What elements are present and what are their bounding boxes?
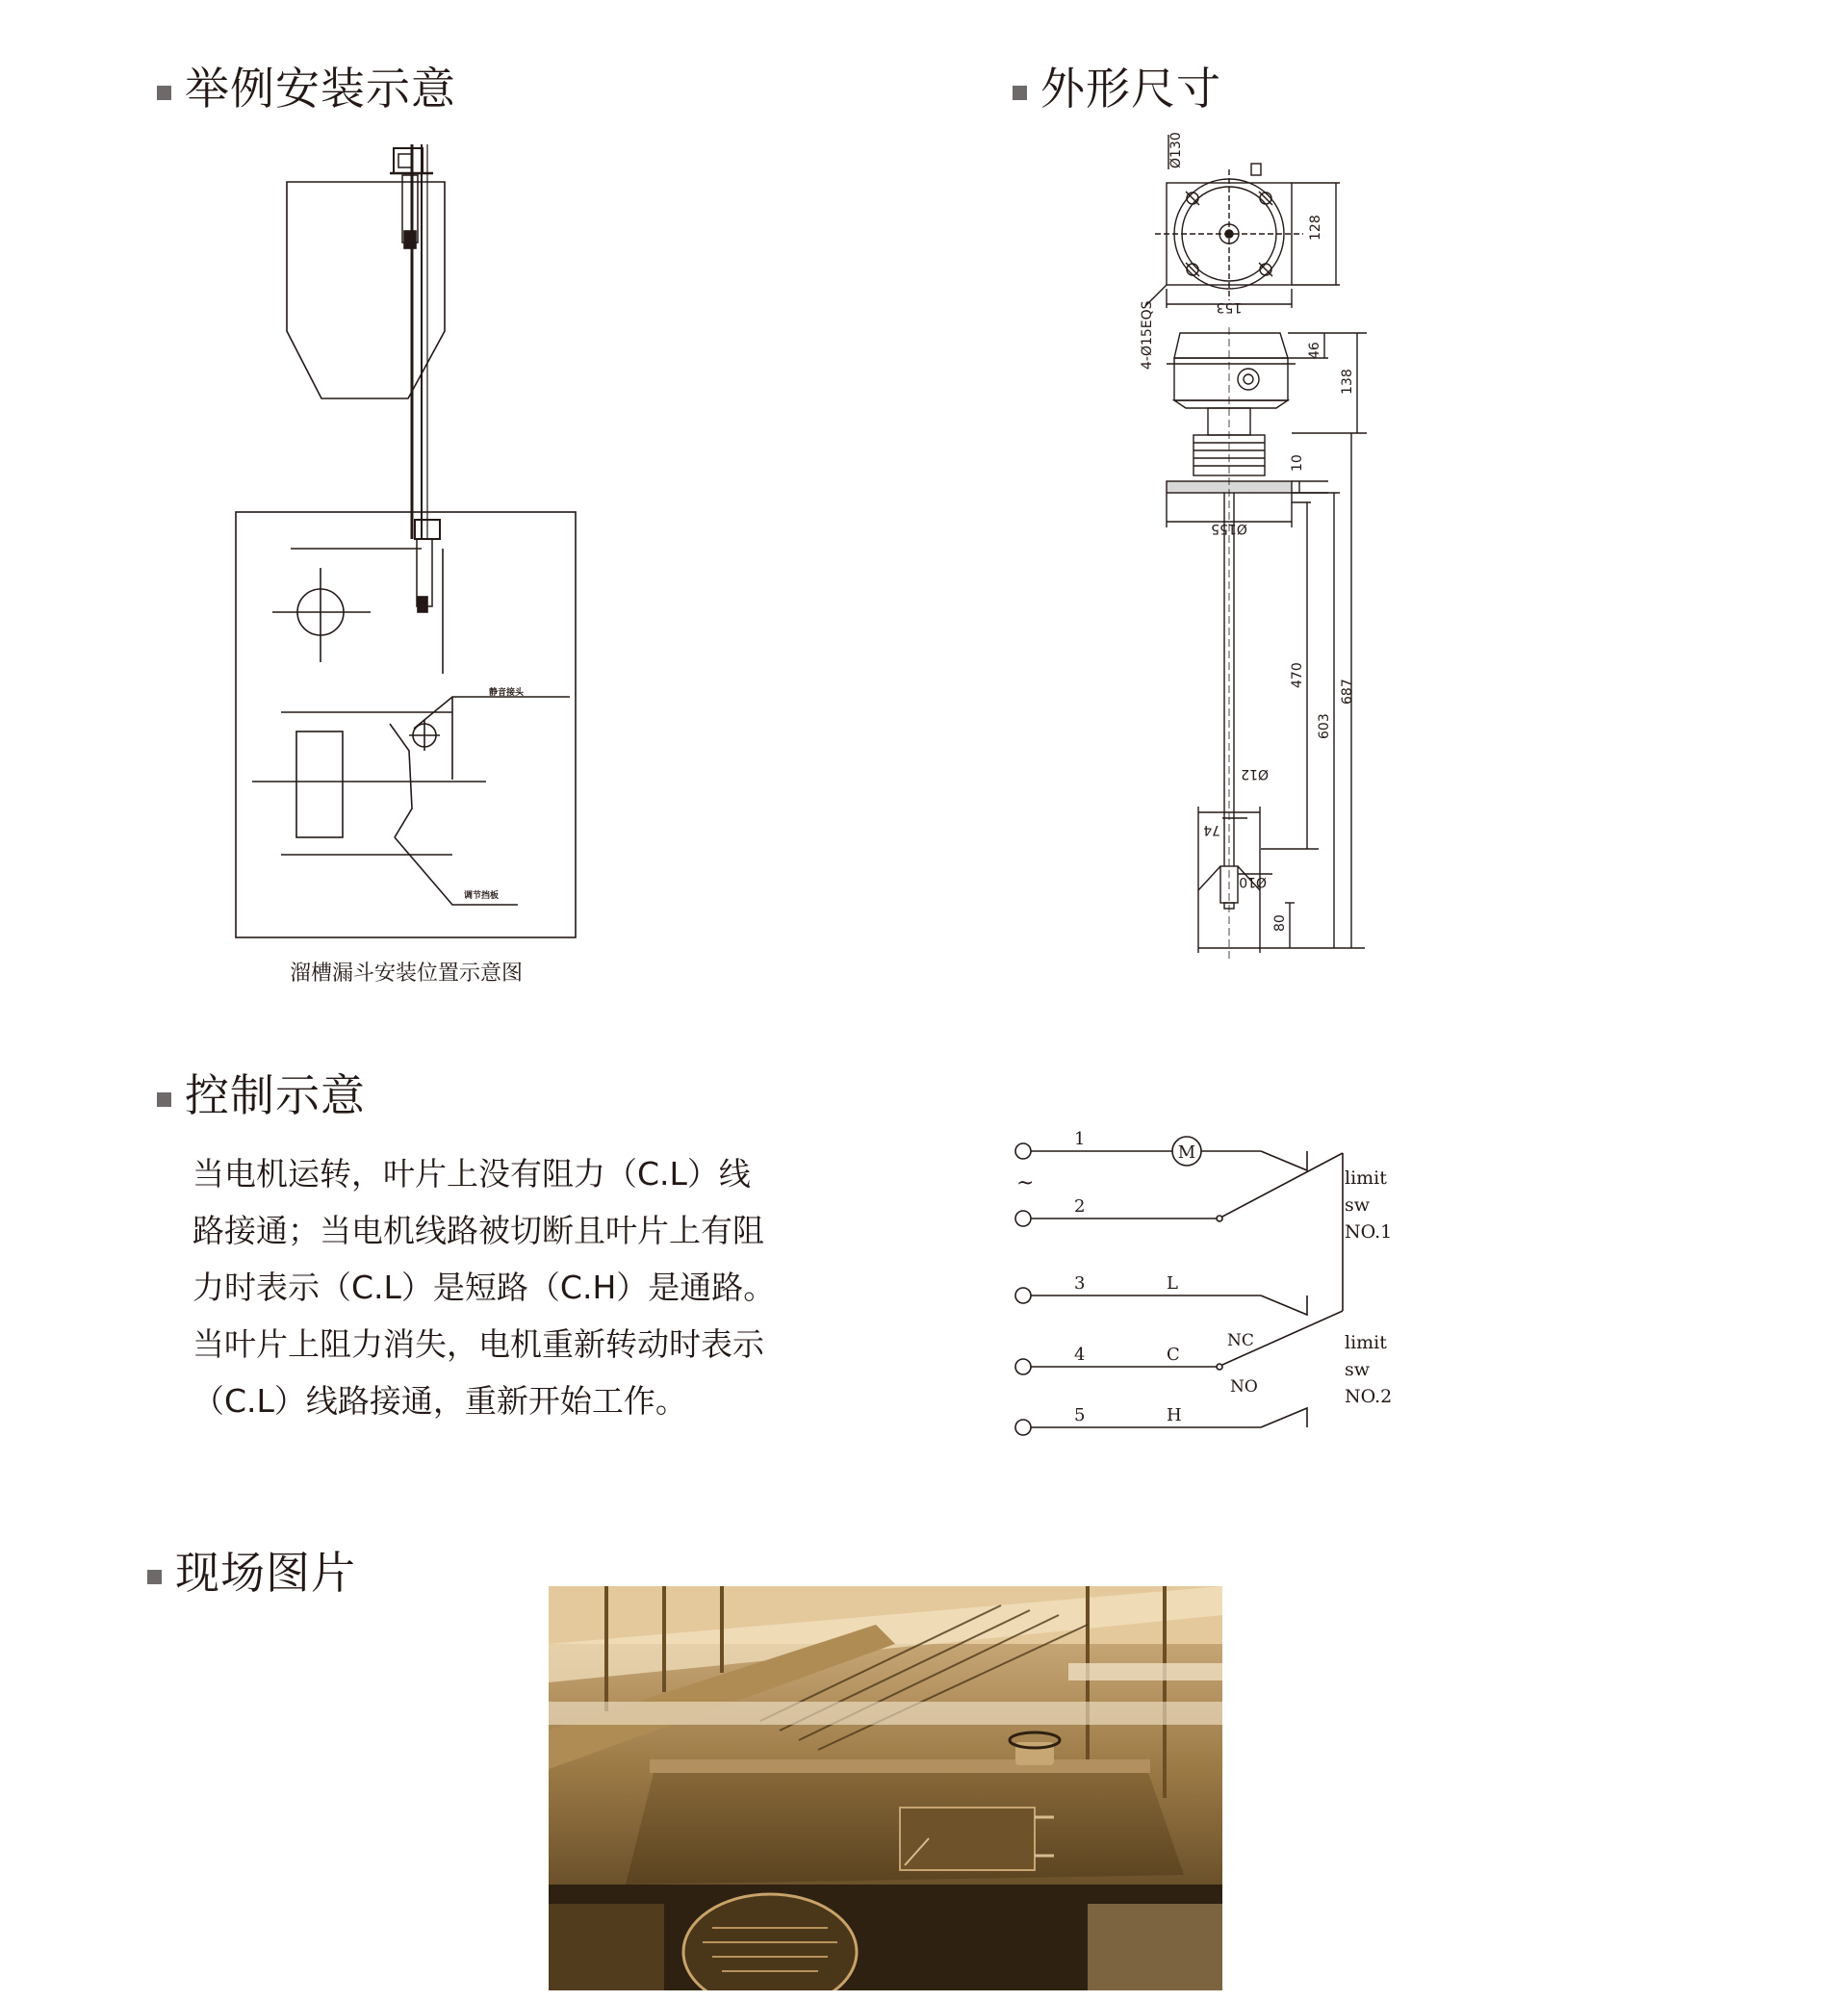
install-caption: 溜槽漏斗安装位置示意图 [289,962,524,986]
control-line: 路接通；当电机线路被切断且叶片上有阻 [192,1212,764,1249]
limit1-line2: sw [1345,1194,1371,1216]
section-title-text: 外形尺寸 [1040,63,1221,115]
dim-80: 80 [1272,914,1288,932]
control-line: 当电机运转，叶片上没有阻力（C.L）线 [192,1155,751,1193]
section-title-text: 控制示意 [185,1069,366,1121]
label-no: NO [1230,1377,1258,1397]
dim-687: 687 [1340,679,1355,705]
section-title-photo [147,1538,356,1602]
terminal-5: 5 [1074,1405,1086,1425]
dim-46: 46 [1307,342,1322,359]
label-nc: NC [1227,1331,1254,1350]
label-bottom: 调节挡板 [464,891,500,901]
dim-138: 138 [1340,369,1355,395]
terminal-4: 4 [1074,1345,1086,1365]
motor-symbol: M [1177,1142,1196,1163]
dim-10: 10 [1290,454,1305,472]
limit2-line2: sw [1345,1359,1371,1380]
control-line: （C.L）线路接通，重新开始工作。 [192,1382,687,1420]
ac-symbol: ~ [1016,1171,1035,1195]
terminal-2: 2 [1074,1196,1086,1217]
limit1-line1: limit [1345,1167,1387,1189]
dim-flange-155: Ø155 [1211,521,1247,536]
section-title-text: 举例安装示意 [185,63,456,115]
site-photo [549,1586,1222,1990]
limit2-line1: limit [1345,1332,1387,1353]
dim-holes: 4-Ø15EQS [1140,300,1155,370]
section-title-text: 现场图片 [175,1547,356,1599]
dim-153: 153 [1216,299,1243,315]
label-l: L [1167,1273,1178,1294]
dim-shaft-12: Ø12 [1241,766,1269,782]
control-line: 力时表示（C.L）是短路（C.H）是通路。 [192,1269,776,1306]
dim-shaft-10: Ø10 [1239,874,1267,889]
limit2-line3: NO.2 [1345,1386,1393,1407]
label-top: 静音接头 [489,688,525,698]
section-bullet [147,1570,162,1584]
label-h: H [1167,1405,1182,1425]
dim-flange-dia: Ø130 [1168,132,1184,168]
control-line: 当叶片上阻力消失，电机重新转动时表示 [192,1325,764,1363]
dim-128: 128 [1308,215,1323,241]
dim-blade: 74 [1203,822,1220,837]
site-photo-image [549,1586,1222,1990]
label-c: C [1167,1345,1180,1365]
terminal-3: 3 [1074,1273,1086,1294]
dim-470: 470 [1290,662,1305,688]
terminal-1: 1 [1074,1129,1086,1149]
limit1-line3: NO.1 [1345,1221,1393,1243]
dim-603: 603 [1317,713,1332,739]
